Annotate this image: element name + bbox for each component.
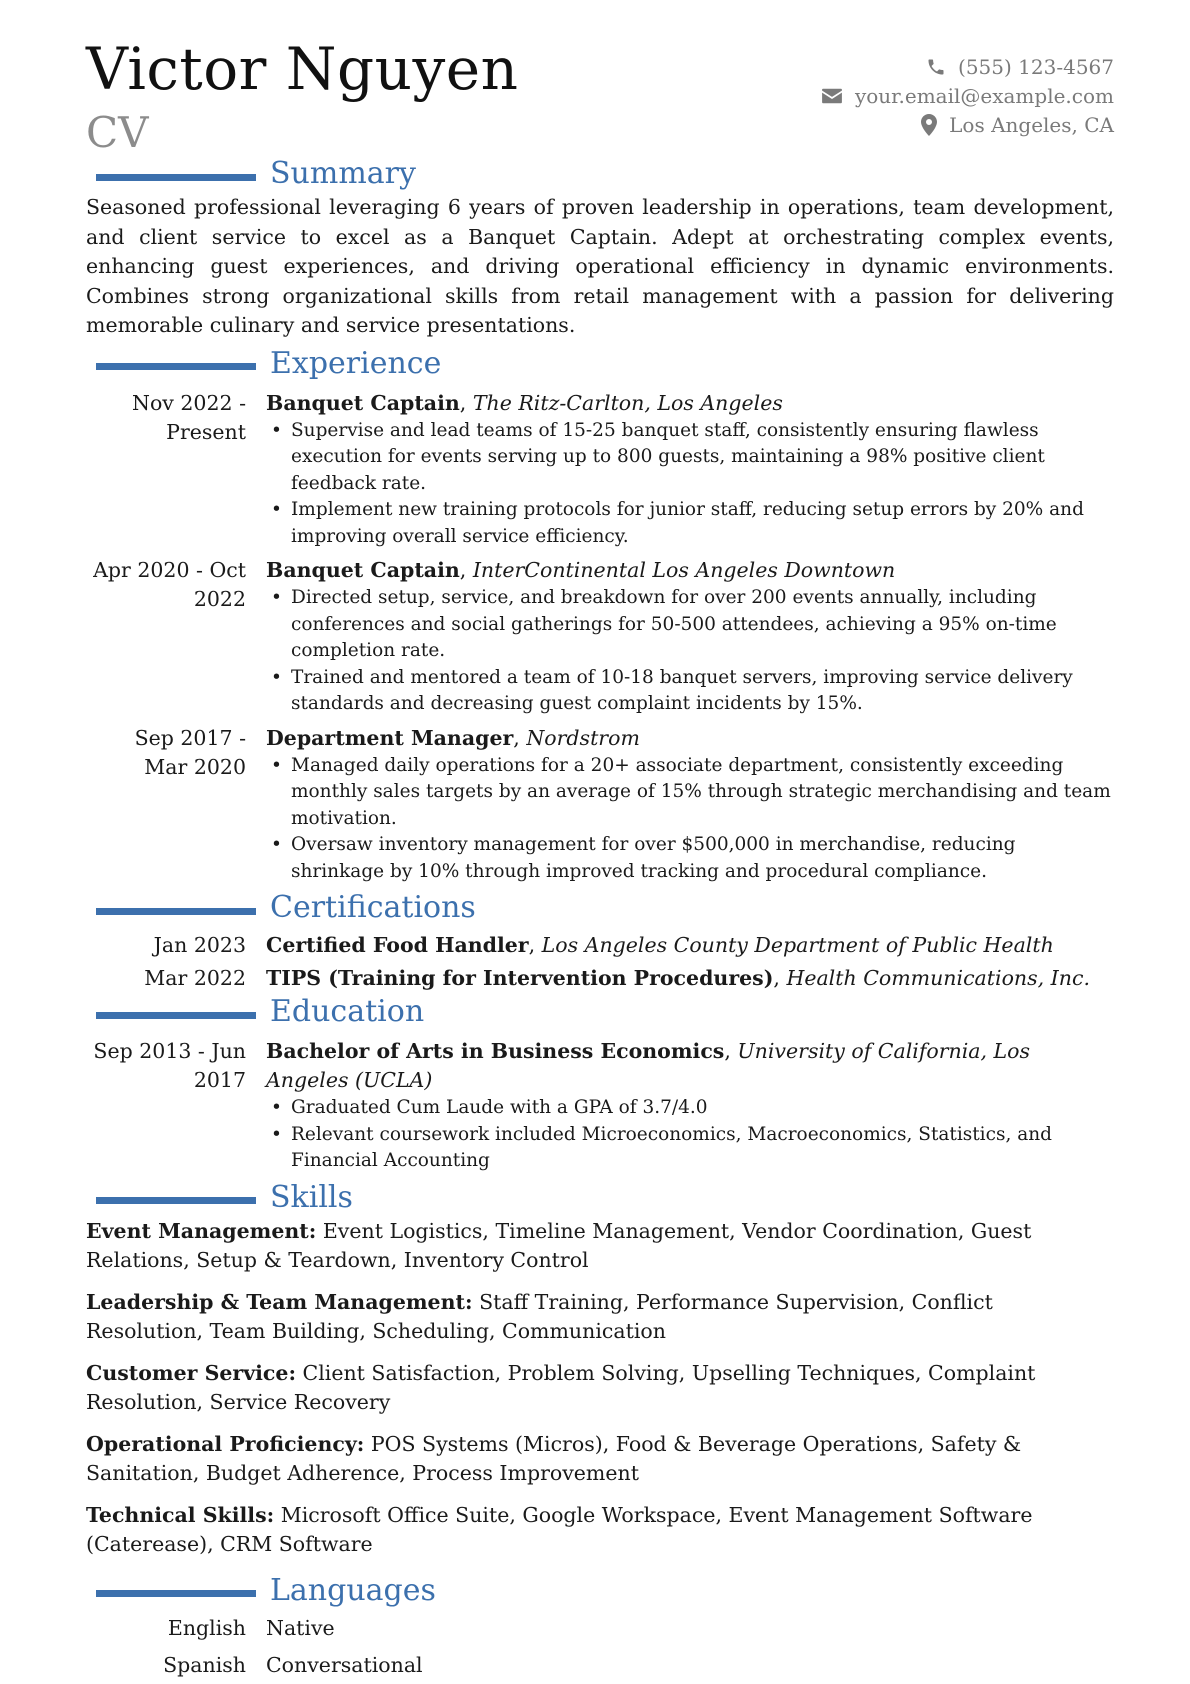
skill-label: Technical Skills: [86, 1502, 275, 1527]
skill-label: Operational Proficiency: [86, 1431, 365, 1456]
entry-date: Sep 2017 - Mar 2020 [134, 725, 246, 779]
skill-items: Event Logistics, Timeline Management, Vendor Coordination, Guest Relations, Setup & Teardown, Inventory Control [86, 1218, 1032, 1272]
entry-date: Sep 2013 - Jun 2017 [93, 1039, 246, 1092]
skill-group [86, 1501, 1114, 1560]
skill-items: Microsoft Office Suite, Google Workspace, Event Management Software (Caterease), CRM Software [86, 1502, 1033, 1556]
entry-date: Apr 2020 - Oct 2022 [93, 558, 246, 611]
languages-heading [86, 1572, 1114, 1610]
skill-items: POS Systems (Micros), Food & Beverage Operations, Safety & Sanitation, Budget Adherence, Process Improvement [86, 1431, 1022, 1485]
document-subtitle: CV [86, 108, 149, 157]
certification-issuer: Los Angeles County Department of Public Health [541, 933, 1054, 957]
bullet-item: • Directed setup, service, and breakdown for over 200 events annually, including conferences and social gatherings for 50-500 attendees, achieving a 95% on-time completion rate. [291, 585, 1114, 665]
skills-heading [86, 1179, 1114, 1217]
entry-date: Nov 2022 - Present [132, 390, 246, 444]
section-title: Education [270, 994, 425, 1029]
language-level: Native [266, 1615, 335, 1640]
job-title: Banquet Captain [266, 558, 460, 582]
education-entry: Sep 2013 - Jun 2017 Bachelor of Arts in Business Economics, University of California, Los Angeles (UCLA) • Graduated Cum Laude with a GPA of 3.7/4.0 • Relevant coursework included Microeconomics, Macroeconomics, Statistics, and Financial Accounting [86, 1037, 1114, 1175]
section-title: Experience [270, 345, 442, 381]
section-rule [96, 174, 256, 181]
experience-heading [86, 345, 1114, 383]
bullet-item: • Graduated Cum Laude with a GPA of 3.7/4.0 [291, 1095, 1114, 1122]
certifications-heading [86, 889, 1114, 927]
language-entry [86, 1647, 1114, 1684]
certification-issuer: Health Communications, Inc. [786, 966, 1090, 990]
employer: The Ritz-Carlton, Los Angeles [472, 390, 783, 415]
skill-group [86, 1288, 1114, 1347]
section-rule [96, 1590, 256, 1597]
skill-group [86, 1359, 1114, 1418]
bullet-item: • Oversaw inventory management for over $500,000 in merchandise, reducing shrinkage by 10% through improved tracking and procedural compliance. [291, 832, 1114, 885]
experience-entry: Nov 2022 - Present Banquet Captain, The Ritz-Carlton, Los Angeles • Supervise and lead teams of 15-25 banquet staff, consistently ensuring flawless execution for events serving up to 800 guests, maintaining a 98% positive client feedback rate. • Implement new training protocols for junior staff, reducing setup errors by 20% and improving overall service efficiency. [86, 389, 1114, 551]
bullet-item: • Trained and mentored a team of 10-18 banquet servers, improving service delivery standards and decreasing guest complaint incidents by 15%. [291, 665, 1114, 718]
job-title: Banquet Captain [266, 390, 460, 415]
section-rule [96, 1197, 256, 1204]
candidate-name: Victor Nguyen [86, 35, 519, 103]
experience-entry: Apr 2020 - Oct 2022 Banquet Captain, InterContinental Los Angeles Downtown • Directed setup, service, and breakdown for over 200 events annually, including conferences and social gatherings for 50-500 attendees, achieving a 95% on-time completion rate. • Trained and mentored a team of 10-18 banquet servers, improving service delivery standards and decreasing guest complaint incidents by 15%. [86, 556, 1114, 718]
certification-name: TIPS (Training for Intervention Procedures) [266, 966, 774, 990]
job-title: Department Manager [266, 725, 514, 750]
location-text: Los Angeles, CA [949, 112, 1114, 137]
school: University of California, Los Angeles (UCLA) [266, 1039, 1031, 1092]
bullet-item: • Managed daily operations for a 20+ associate department, consistently exceeding monthly sales targets by an average of 15% through strategic merchandising and team motivation. [291, 753, 1114, 833]
skill-items: Staff Training, Performance Supervision, Conflict Resolution, Team Building, Scheduling, Communication [86, 1289, 993, 1343]
entry-date: Jan 2023 [153, 933, 246, 957]
experience-entry: Sep 2017 - Mar 2020 Department Manager, Nordstrom • Managed daily operations for a 20+ associate department, consistently exceeding monthly sales targets by an average of 15% through strategic merchandising and team motivation. • Oversaw inventory management for over $500,000 in merchandise, reducing shrinkage by 10% through improved tracking and procedural compliance. [86, 724, 1114, 886]
map-pin-icon [921, 114, 937, 136]
degree: Bachelor of Arts in Business Economics [266, 1039, 725, 1063]
skill-label: Customer Service: [86, 1360, 297, 1385]
phone-text: (555) 123-4567 [958, 54, 1114, 79]
section-title: Skills [270, 1179, 353, 1215]
employer: Nordstrom [526, 725, 640, 750]
phone-icon [926, 57, 946, 77]
section-rule [96, 1012, 256, 1019]
section-rule [96, 363, 256, 370]
language-name: Spanish [163, 1652, 246, 1677]
contact-email[interactable] [821, 81, 1114, 110]
email-text: your.email@example.com [854, 83, 1114, 108]
certification-name: Certified Food Handler [266, 933, 529, 957]
skill-label: Leadership & Team Management: [86, 1289, 473, 1314]
language-entry [86, 1610, 1114, 1647]
language-name: English [167, 1615, 246, 1640]
contact-phone [821, 52, 1114, 81]
bullet-item: • Implement new training protocols for junior staff, reducing setup errors by 20% and improving overall service efficiency. [291, 497, 1114, 550]
employer: InterContinental Los Angeles Downtown [472, 558, 896, 582]
skill-group [86, 1430, 1114, 1489]
contact-info [821, 52, 1114, 139]
resume-header [86, 0, 1114, 155]
education-heading [86, 993, 1114, 1031]
skill-label: Event Management: [86, 1218, 317, 1243]
certification-entry: Jan 2023 Certified Food Handler, Los Angeles County Department of Public Health [86, 931, 1114, 960]
summary-heading [86, 155, 1114, 193]
certification-entry: Mar 2022 TIPS (Training for Intervention Procedures), Health Communications, Inc. [86, 964, 1114, 993]
section-title: Certifications [270, 890, 476, 925]
section-title: Languages [270, 1572, 436, 1608]
bullet-item: • Supervise and lead teams of 15-25 banquet staff, consistently ensuring flawless execution for events serving up to 800 guests, maintaining a 98% positive client feedback rate. [291, 418, 1114, 498]
resume-page [86, 0, 1114, 1684]
skill-items: Client Satisfaction, Problem Solving, Upselling Techniques, Complaint Resolution, Service Recovery [86, 1360, 1036, 1414]
contact-location [821, 110, 1114, 139]
language-level: Conversational [266, 1652, 423, 1677]
entry-date: Mar 2022 [144, 966, 246, 990]
bullet-item: • Relevant coursework included Microeconomics, Macroeconomics, Statistics, and Financial Accounting [291, 1122, 1114, 1175]
skill-group [86, 1217, 1114, 1276]
section-rule [96, 908, 256, 915]
summary-text: Seasoned professional leveraging 6 years of proven leadership in operations, team development, and client service to excel as a Banquet Captain. Adept at orchestrating complex events, enhancing guest experiences, and driving operational efficiency in dynamic environments. Combines strong organizational skills from retail management with a passion for delivering memorable culinary and service presentations. [86, 195, 1114, 337]
envelope-icon [821, 87, 843, 105]
section-title: Summary [270, 156, 416, 191]
